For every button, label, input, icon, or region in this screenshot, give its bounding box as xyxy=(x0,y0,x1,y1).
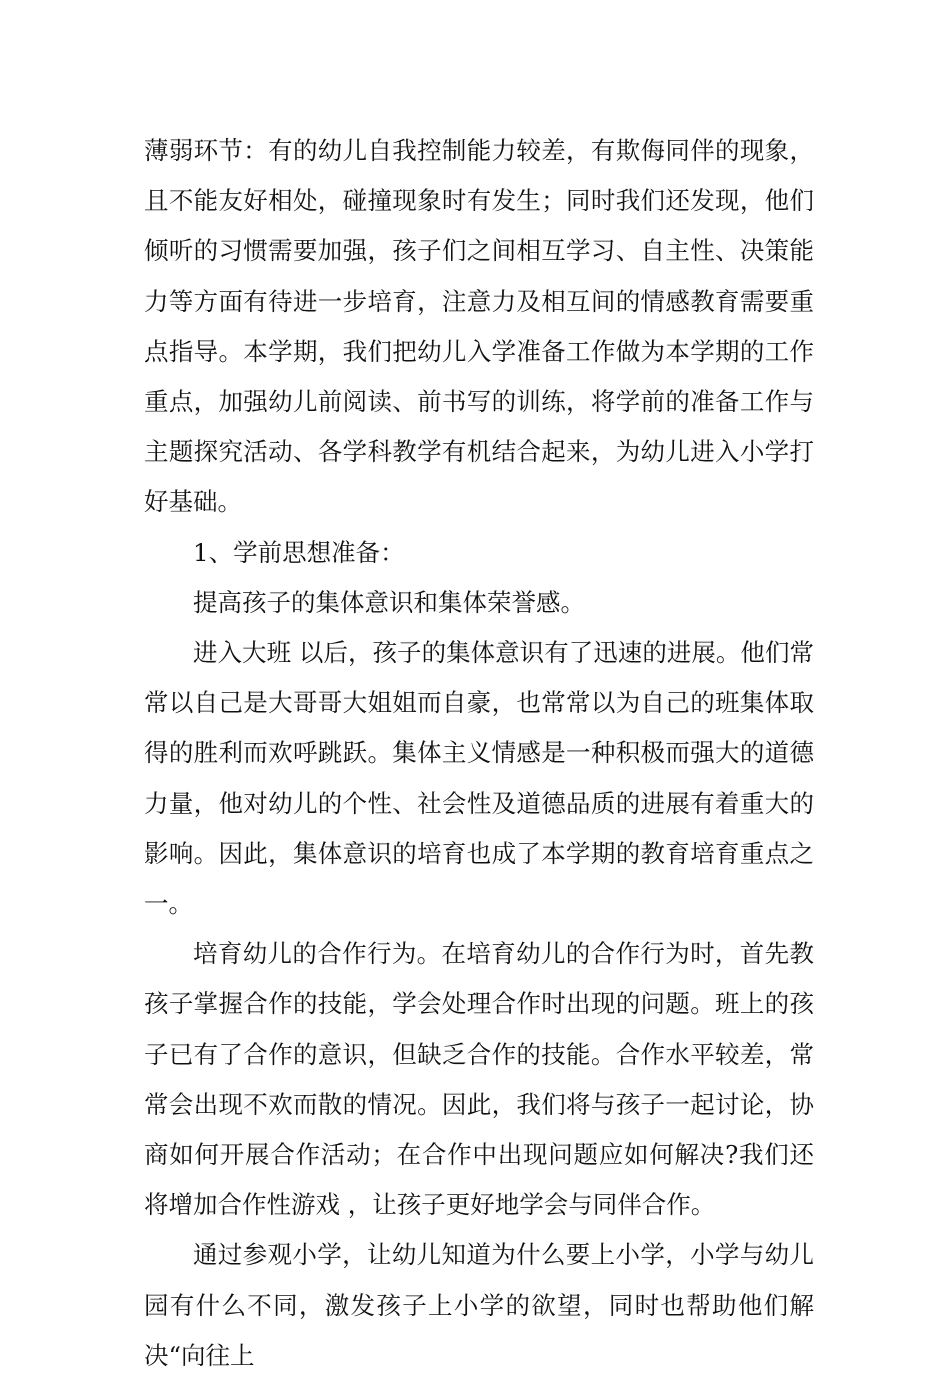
paragraph-big-class: 进入大班 以后，孩子的集体意识有了迅速的进展。他们常常以自己是大哥哥大姐姐而自豪，也常常以为自己的班集体取得的胜利而欢呼跳跃。集体主义情感是一种积极而强大的道德力量，他对幼儿的个性、社会性及道德品质的进展有着重大的影响。因此，集体意识的培育也成了本学期的教育培育重点之一。 xyxy=(144,638,814,919)
document-body xyxy=(144,126,814,1381)
paragraph-weak-points: 薄弱环节：有的幼儿自我控制能力较差，有欺侮同伴的现象，且不能友好相处，碰撞现象时有发生；同时我们还发现，他们倾听的习惯需要加强，孩子们之间相互学习、自主性、决策能力等方面有待进一步培育，注意力及相互间的情感教育需要重点指导。本学期，我们把幼儿入学准备工作做为本学期的工作重点，加强幼儿前阅读、前书写的训练，将学前的准备工作与主题探究活动、各学科教学有机结合起来，为幼儿进入小学打好基础。 xyxy=(144,136,814,517)
section-heading-preschool-mental-prep: 1、学前思想准备： xyxy=(193,537,405,567)
paragraph-collective-awareness: 提高孩子的集体意识和集体荣誉感。 xyxy=(193,587,585,617)
paragraph-visit-primary-school: 通过参观小学，让幼儿知道为什么要上小学，小学与幼儿园有什么不同，激发孩子上小学的欲望，同时也帮助他们解决“向往上 xyxy=(144,1240,814,1370)
paragraph-cooperation: 培育幼儿的合作行为。在培育幼儿的合作行为时，首先教孩子掌握合作的技能，学会处理合作时出现的问题。班上的孩子已有了合作的意识，但缺乏合作的技能。合作水平较差，常常会出现不欢而散的情况。因此，我们将与孩子一起讨论，协商如何开展合作活动；在合作中出现问题应如何解决?我们还将增加合作性游戏 ，让孩子更好地学会与同伴合作。 xyxy=(144,939,814,1220)
